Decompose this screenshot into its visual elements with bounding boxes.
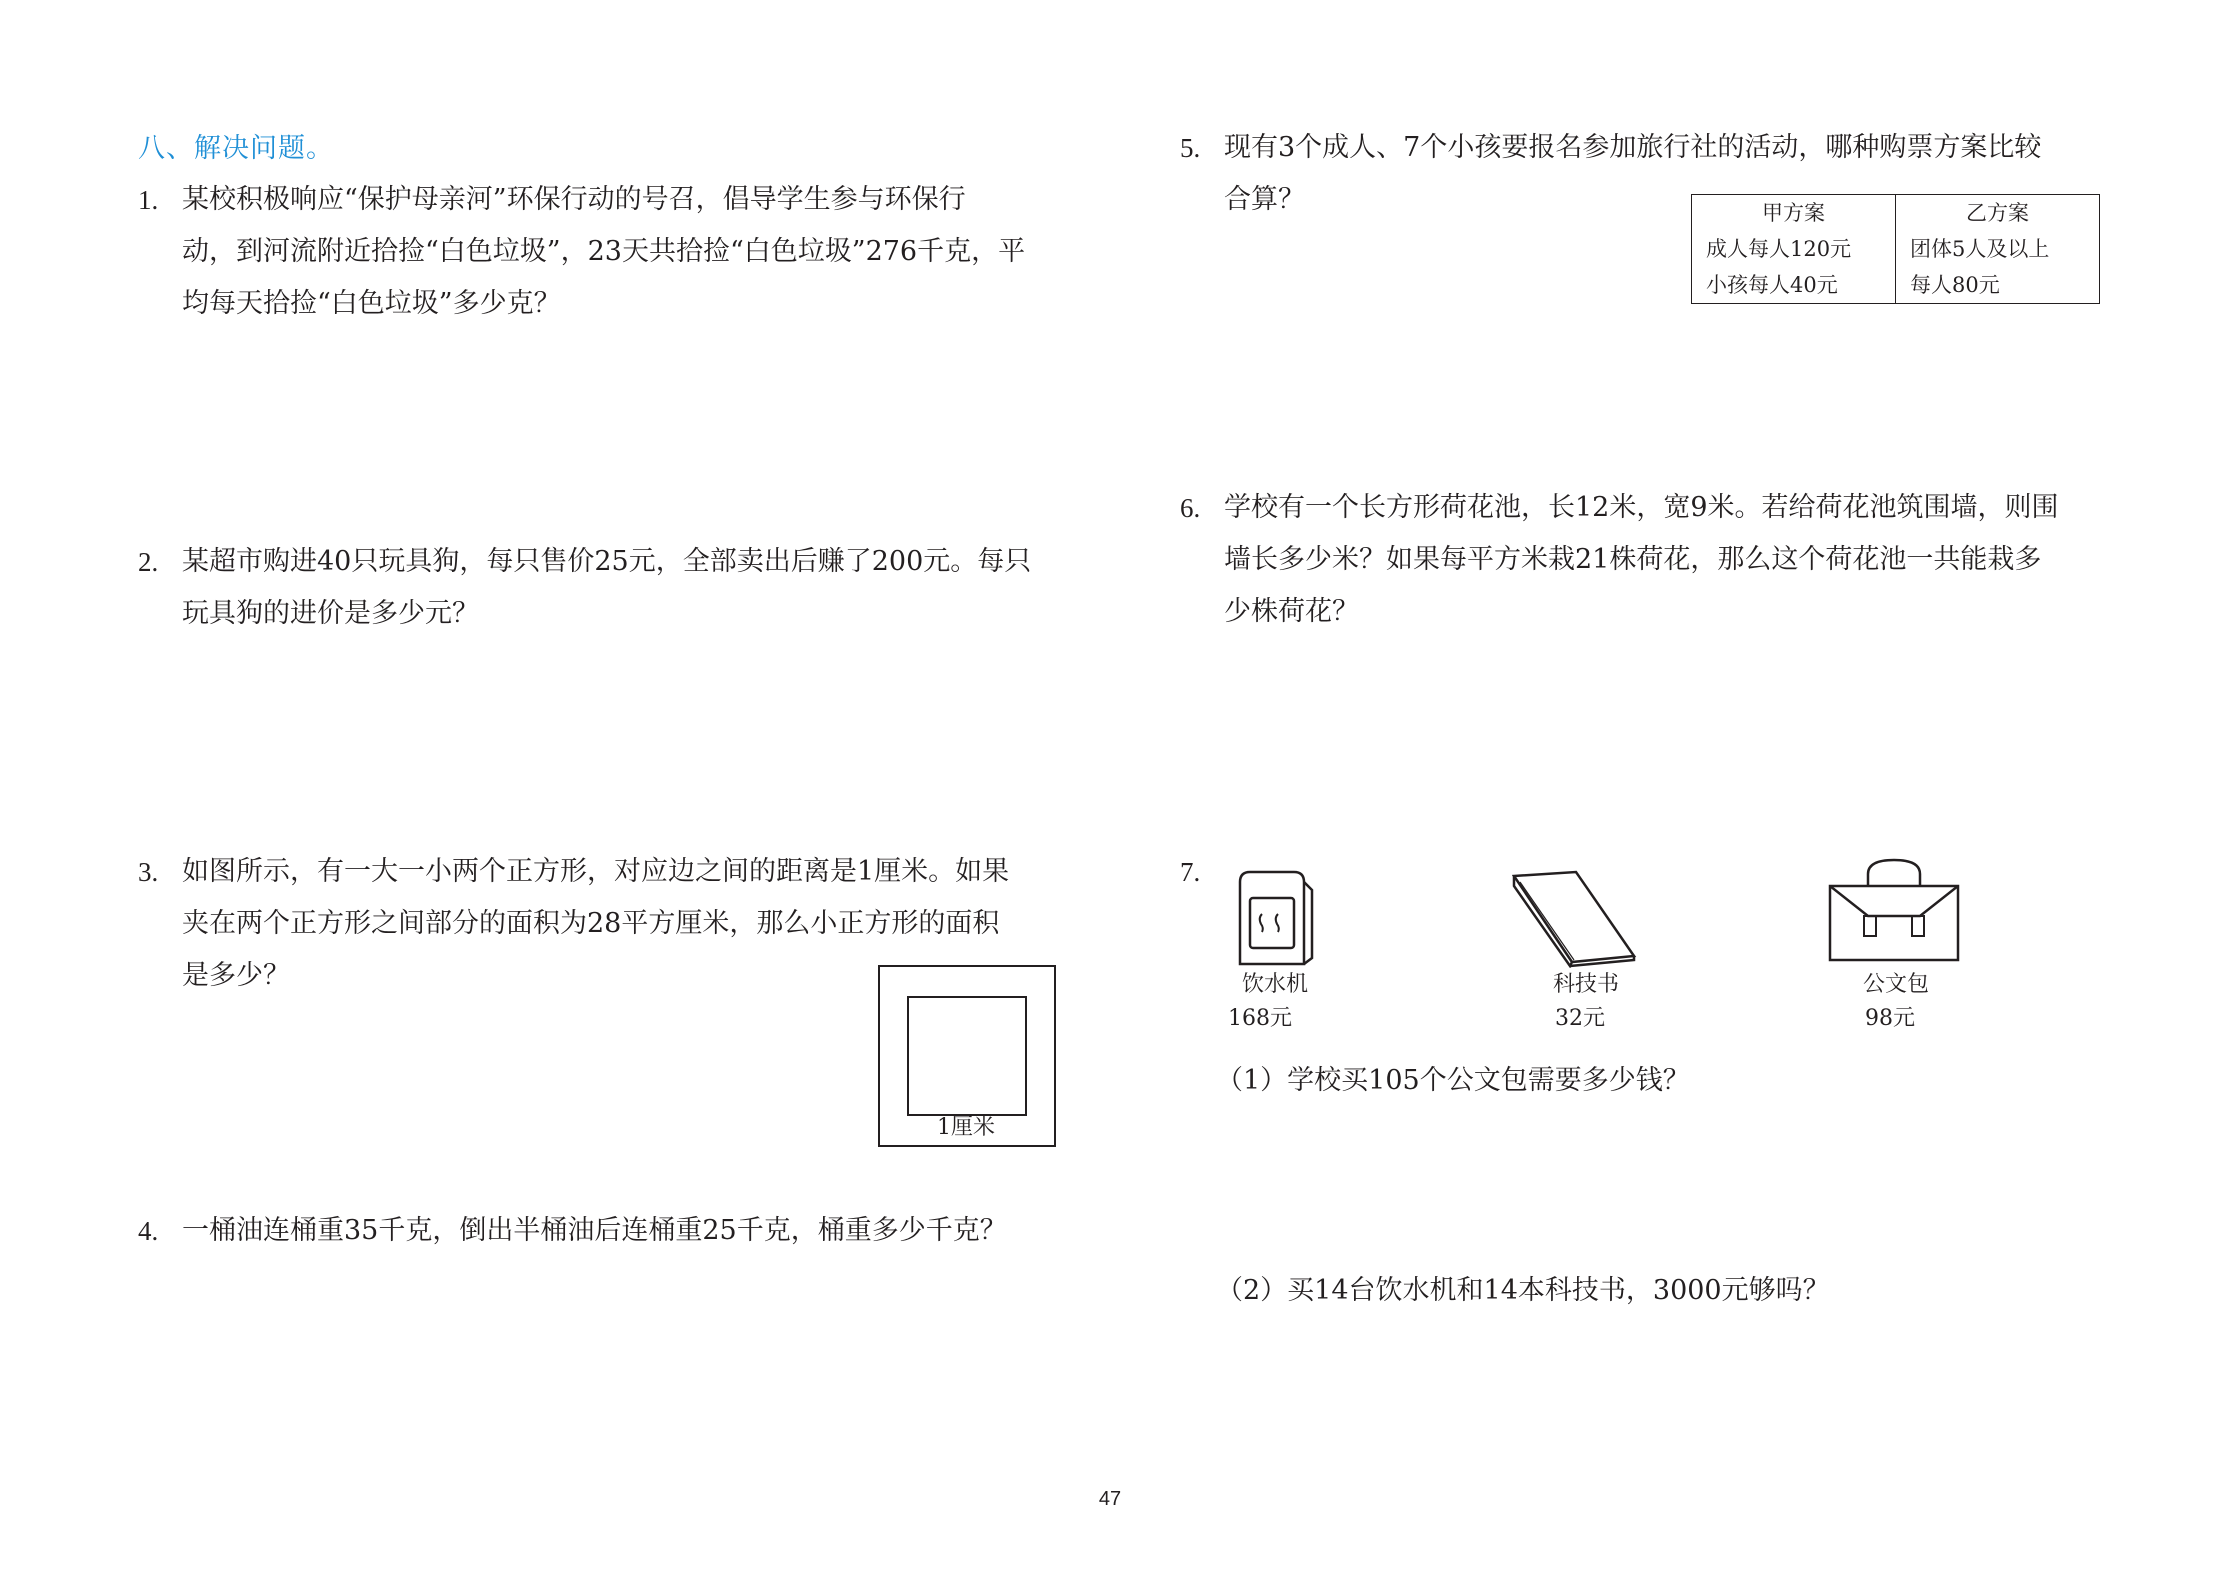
question-number: 1. xyxy=(138,185,159,215)
question-text-line: 墙长多少米？如果每平方米栽21株荷花，那么这个荷花池一共能栽多 xyxy=(1224,544,2042,575)
item-name: 公文包 xyxy=(1862,972,1929,997)
question-text-line: 如图所示，有一大一小两个正方形，对应边之间的距离是1厘米。如果 xyxy=(182,856,1010,887)
question-number: 2. xyxy=(138,547,159,577)
item-price: 98元 xyxy=(1865,1006,1915,1031)
question-number: 3. xyxy=(138,857,159,887)
plan-a-line: 成人每人120元 xyxy=(1706,237,1852,261)
plan-b-line: 每人80元 xyxy=(1910,273,2000,297)
briefcase-icon xyxy=(1828,856,1960,964)
item-price: 32元 xyxy=(1555,1006,1605,1031)
question-6 xyxy=(1180,482,2059,638)
question-text-line: 是多少？ xyxy=(182,960,290,991)
plan-b-header: 乙方案 xyxy=(1966,201,2029,225)
book-icon xyxy=(1512,868,1640,968)
question-number: 7. xyxy=(1180,857,1201,887)
water-dispenser-icon xyxy=(1232,868,1316,970)
question-text-line: 某超市购进40只玩具狗，每只售价25元，全部卖出后赚了200元。每只 xyxy=(182,546,1032,577)
small-square xyxy=(908,997,1026,1115)
item-price: 168元 xyxy=(1228,1006,1292,1031)
ticket-plan-table xyxy=(1691,194,2100,304)
plan-a-cell xyxy=(1692,195,1896,304)
question-number: 6. xyxy=(1180,493,1201,523)
figure-label: 1厘米 xyxy=(937,1115,995,1140)
question-number: 4. xyxy=(138,1216,159,1246)
question-text-line: 动，到河流附近拾捡“白色垃圾”，23天共拾捡“白色垃圾”276千克，平 xyxy=(182,236,1026,267)
question-text-line: 均每天拾捡“白色垃圾”多少克？ xyxy=(182,288,561,319)
question-text-line: 学校有一个长方形荷花池，长12米，宽9米。若给荷花池筑围墙，则围 xyxy=(1224,492,2059,523)
question-text-line: 某校积极响应“保护母亲河”环保行动的号召，倡导学生参与环保行 xyxy=(182,184,966,215)
item-name: 科技书 xyxy=(1552,972,1619,997)
plan-b-line: 团体5人及以上 xyxy=(1910,237,2050,261)
sub-question-2: （2）买14台饮水机和14本科技书，3000元够吗？ xyxy=(1216,1275,1830,1306)
sub-question-1: （1）学校买105个公文包需要多少钱？ xyxy=(1216,1065,1690,1096)
question-2 xyxy=(138,536,1031,640)
section-title: 八、解决问题。 xyxy=(138,133,334,164)
question-number: 5. xyxy=(1180,133,1201,163)
question-text-line: 合算？ xyxy=(1224,184,1305,215)
question-1 xyxy=(138,174,1025,330)
question-text-line: 一桶油连桶重35千克，倒出半桶油后连桶重25千克，桶重多少千克？ xyxy=(182,1215,1007,1246)
question-text-line: 夹在两个正方形之间部分的面积为28平方厘米，那么小正方形的面积 xyxy=(182,908,1000,939)
question-text-line: 少株荷花？ xyxy=(1224,596,1359,627)
item-name: 饮水机 xyxy=(1241,972,1308,997)
question-text-line: 玩具狗的进价是多少元？ xyxy=(182,598,479,629)
question-4 xyxy=(138,1205,1007,1257)
question-text-line: 现有3个成人、7个小孩要报名参加旅行社的活动，哪种购票方案比较 xyxy=(1224,132,2042,163)
page-number: 47 xyxy=(1098,1488,1122,1510)
plan-a-header: 甲方案 xyxy=(1762,201,1825,225)
plan-a-line: 小孩每人40元 xyxy=(1706,273,1838,297)
plan-b-cell xyxy=(1896,195,2100,304)
